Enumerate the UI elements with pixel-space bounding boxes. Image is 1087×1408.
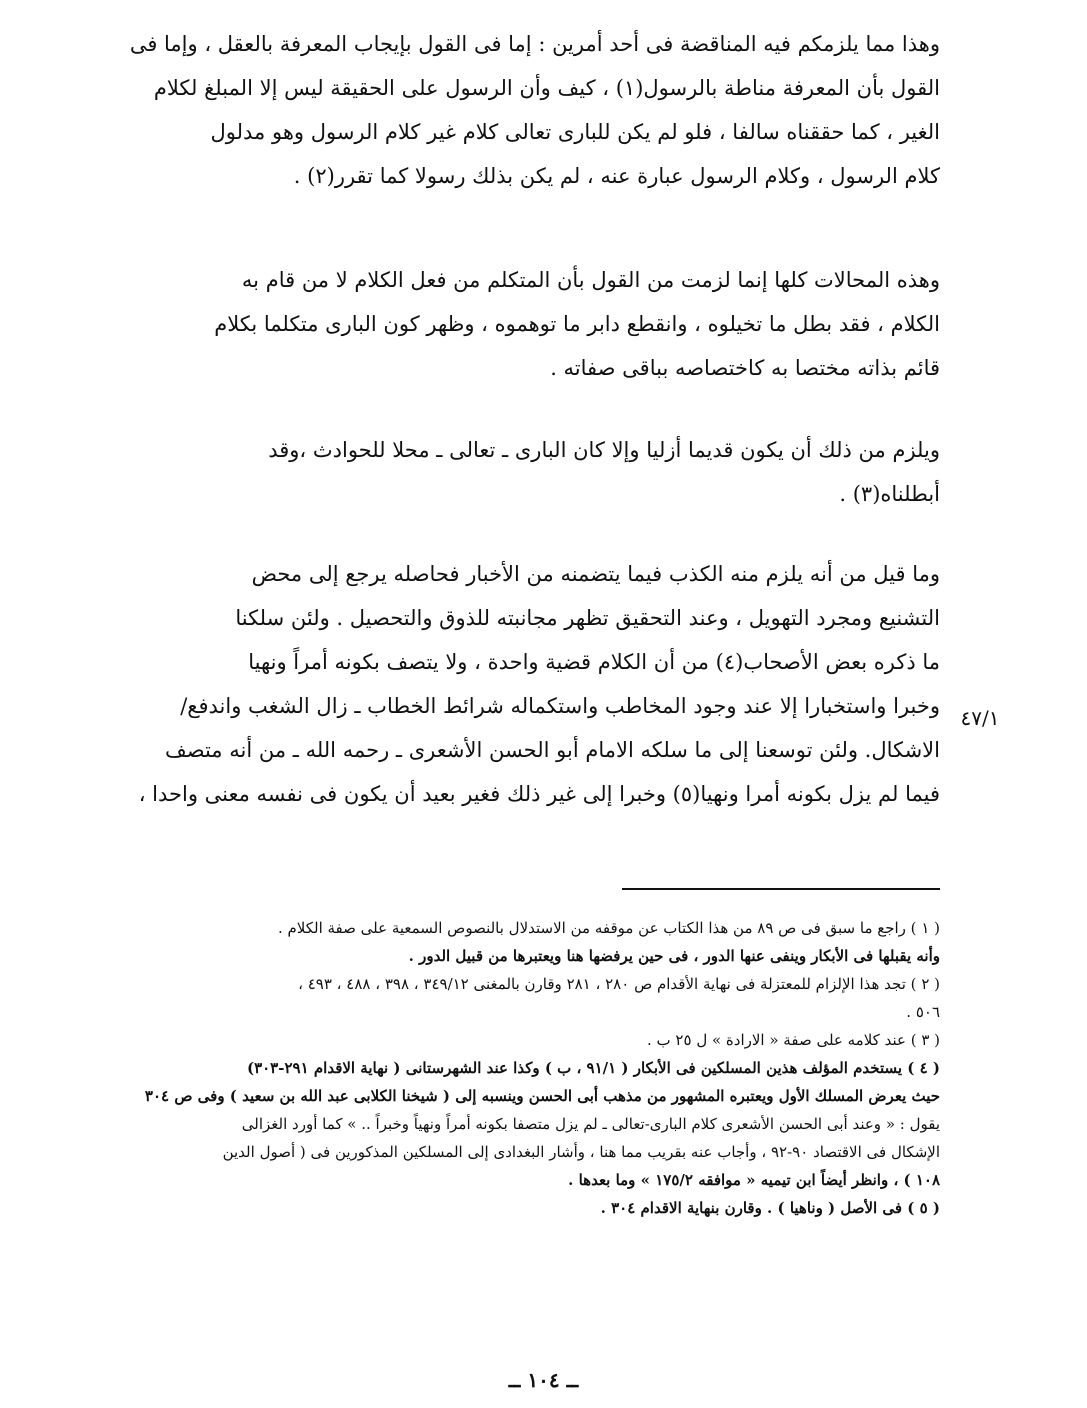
paragraph-line: كلام الرسول ، وكلام الرسول عبارة عنه ، لم يكن بذلك رسولا كما تقرر(٢) . <box>293 164 940 188</box>
footnote-line: ١٠٨ ) ، وانظر أيضاً ابن تيميه « موافقه ١٧٥/٢ » وما بعدها . <box>568 1171 940 1189</box>
footnote-line: يقول : « وعند أبى الحسن الأشعرى كلام البارى-تعالى ـ لم يزل متصفا بكونه أمراً ونهياً وخبراً .. » كما أورد الغزالى <box>241 1115 940 1133</box>
footnote-line: ( ٤ ) يستخدم المؤلف هذين المسلكين فى الأبكار ( ٩١/١ ، ب ) وكذا عند الشهرستانى ( نهاية الاقدام ٢٩١-٣٠٣) <box>246 1059 940 1077</box>
paragraph-2 <box>92 258 940 390</box>
paragraph-line: فيما لم يزل بكونه أمرا ونهيا(٥) وخبرا إلى غير ذلك فغير بعيد أن يكون فى نفسه معنى واحدا ، <box>138 782 940 806</box>
footnote-line: ٥٠٦ . <box>906 1003 940 1021</box>
paragraph-line: الكلام ، فقد بطل ما تخيلوه ، وانقطع دابر ما توهموه ، وظهر كون البارى متكلما بكلام <box>214 312 940 336</box>
paragraph-line: قائم بذاته مختصا به كاختصاصه بباقى صفاته . <box>550 356 940 380</box>
paragraph-line: ما ذكره بعض الأصحاب(٤) من أن الكلام قضية واحدة ، ولا يتصف بكونه أمراً ونهيا <box>248 650 940 674</box>
paragraph-line: أبطلناه(٣) . <box>839 482 940 506</box>
footnote-line: ( ٣ ) عند كلامه على صفة « الارادة » ل ٢٥ ب . <box>646 1031 940 1049</box>
paragraph-line: وما قيل من أنه يلزم منه الكذب فيما يتضمنه من الأخبار فحاصله يرجع إلى محض <box>251 562 940 586</box>
page-number: ــ ١٠٤ ــ <box>508 1368 579 1392</box>
manuscript-folio-marker: ٤٧/١ <box>960 706 1000 730</box>
paragraph-line: الاشكال. ولئن توسعنا إلى ما سلكه الامام أبو الحسن الأشعرى ـ رحمه الله ـ من أنه متصف <box>165 738 940 762</box>
footnote-line: ( ٢ ) تجد هذا الإلزام للمعتزلة فى نهاية الأقدام ص ٢٨٠ ، ٢٨١ وقارن بالمغنى ٣٤٩/١٢ ، ٣٩٨ ، ٤٨٨ ، ٤٩٣ ، <box>298 975 940 993</box>
paragraph-line: الغير ، كما حققناه سالفا ، فلو لم يكن للبارى تعالى كلام غير كلام الرسول وهو مدلول <box>210 120 940 144</box>
paragraph-3 <box>92 428 940 516</box>
paragraph-line: التشنيع ومجرد التهويل ، وعند التحقيق تظهر مجانبته للذوق والتحصيل . ولئن سلكنا <box>235 606 940 630</box>
paragraph-1 <box>92 22 940 198</box>
footnote-line: ( ١ ) راجع ما سبق فى ص ٨٩ من هذا الكتاب عن موقفه من الاستدلال بالنصوص السمعية على صفة الكلام . <box>277 919 940 937</box>
paragraph-line: وخبرا واستخبارا إلا عند وجود المخاطب واستكماله شرائط الخطاب ـ زال الشغب واندفع/ <box>180 694 940 718</box>
footnote-line: ( ٥ ) فى الأصل ( وناهيا ) . وقارن بنهاية الاقدام ٣٠٤ . <box>600 1199 940 1217</box>
footnote-line: الإشكال فى الاقتصاد ٩٠-٩٢ ، وأجاب عنه بقريب مما هنا ، وأشار البغدادى إلى المسلكين المذكورين فى ( أصول الدين <box>222 1143 940 1161</box>
paragraph-line: وهذا مما يلزمكم فيه المناقضة فى أحد أمرين : إما فى القول بإيجاب المعرفة بالعقل ، وإما فى <box>129 32 940 56</box>
paragraph-line: وهذه المحالات كلها إنما لزمت من القول بأن المتكلم من فعل الكلام لا من قام به <box>241 268 940 292</box>
paragraph-line: القول بأن المعرفة مناطة بالرسول(١) ، كيف وأن الرسول على الحقيقة ليس إلا المبلغ لكلام <box>153 76 940 100</box>
footnote-line: وأنه يقبلها فى الأبكار وينفى عنها الدور ، فى حين يرفضها هنا ويعتبرها من قبيل الدور . <box>408 947 940 965</box>
paragraph-line: ويلزم من ذلك أن يكون قديما أزليا وإلا كان البارى ـ تعالى ـ محلا للحوادث ،وقد <box>268 438 940 462</box>
footnote-line: حيث يعرض المسلك الأول ويعتبره المشهور من مذهب أبى الحسن وينسبه إلى ( شيخنا الكلابى عبد الله بن سعيد ) وفى ص ٣٠٤ <box>144 1087 940 1105</box>
paragraph-4 <box>92 552 940 816</box>
footnotes <box>92 914 940 1222</box>
footnote-separator <box>622 888 940 890</box>
